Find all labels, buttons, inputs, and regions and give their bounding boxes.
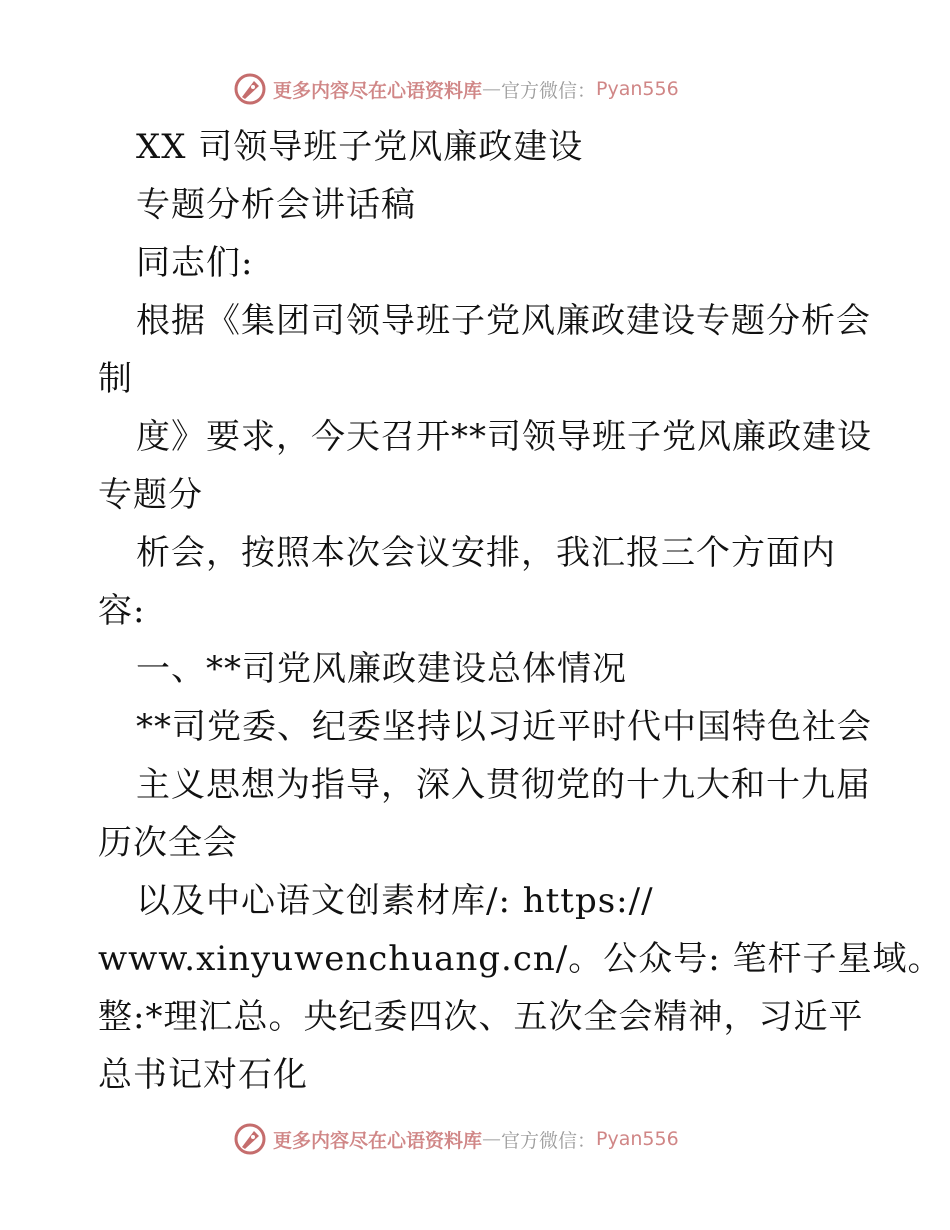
text-line: 专题分 [98, 475, 203, 515]
text-line: 历次全会 [98, 823, 238, 863]
watermark-wechat-label: 官方微信： [501, 79, 597, 102]
text-line: 析会，按照本次会议安排，我汇报三个方面内 [136, 533, 836, 573]
document-title-line-2: 专题分析会讲话稿 [136, 185, 416, 225]
text-line: 整:*理汇总。央纪委四次、五次全会精神，习近平 [98, 997, 864, 1037]
watermark-wechat-label: 官方微信： [501, 1129, 597, 1152]
text-line: 制 [98, 359, 133, 399]
text-line: 以及中心语文创素材库/: https:// [136, 881, 654, 921]
watermark-main-text: 更多内容尽在心语资料库 [273, 1129, 483, 1152]
salutation: 同志们: [136, 243, 254, 283]
pen-nib-logo-icon [233, 72, 267, 106]
text-line: 根据《集团司领导班子党风廉政建设专题分析会 [136, 301, 871, 341]
text-line: 主义思想为指导，深入贯彻党的十九大和十九届 [136, 765, 871, 805]
watermark-separator: — [482, 1128, 502, 1150]
watermark-main-text: 更多内容尽在心语资料库 [273, 79, 483, 102]
document-title-line-1: XX 司领导班子党风廉政建设 [136, 127, 584, 167]
watermark-footer [233, 1122, 679, 1156]
watermark-wechat-id: Pyan556 [596, 1128, 679, 1150]
text-line: **司党委、纪委坚持以习近平时代中国特色社会 [136, 707, 872, 747]
section-heading: 一、**司党风廉政建设总体情况 [136, 649, 627, 689]
pen-nib-logo-icon [233, 1122, 267, 1156]
text-line: 度》要求，今天召开**司领导班子党风廉政建设 [136, 417, 872, 457]
document-body [0, 118, 950, 1104]
watermark-header [233, 72, 679, 106]
text-line: 容: [98, 591, 146, 631]
watermark-wechat-id: Pyan556 [596, 78, 679, 100]
watermark-separator: — [482, 78, 502, 100]
text-line: www.xinyuwenchuang.cn/。公众号: 笔杆子星域。 [98, 939, 943, 979]
text-line: 总书记对石化 [98, 1055, 308, 1095]
